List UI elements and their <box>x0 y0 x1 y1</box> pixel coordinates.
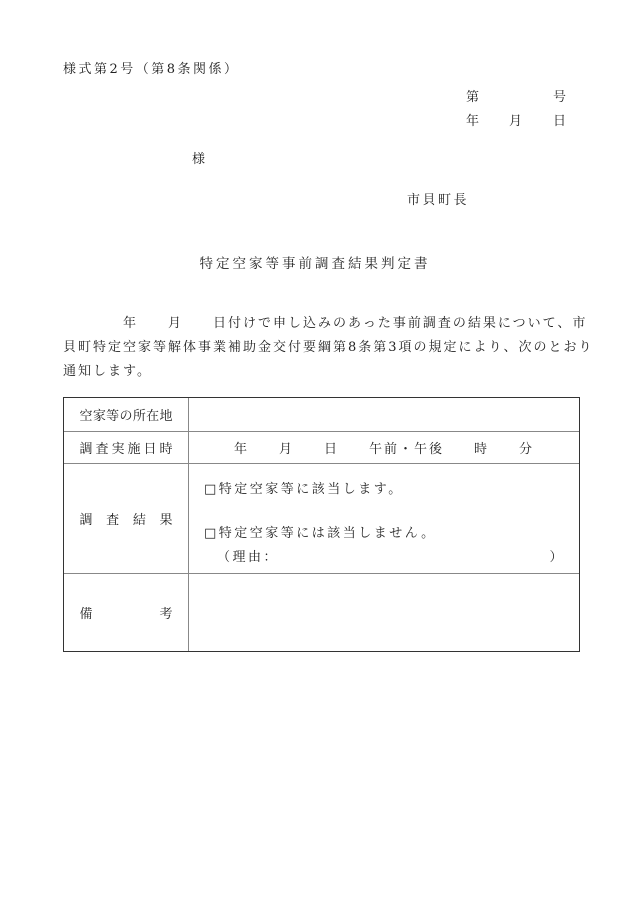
location-label: 空家等の所在地 <box>79 409 173 424</box>
remarks-label: 備考 <box>79 607 173 622</box>
table-row-remarks <box>64 573 579 651</box>
body-line: 年 月 日付けで申し込みのあった事前調査の結果について、市 <box>63 316 588 331</box>
table-row-datetime <box>64 431 579 463</box>
date-month-label: 月 <box>509 114 523 129</box>
result-label-cell <box>64 464 189 573</box>
table-row-location <box>64 398 579 431</box>
body-line: 貝町特定空家等解体事業補助金交付要綱第8条第3項の規定により、次のとおり <box>63 340 594 355</box>
location-value-cell <box>189 398 579 431</box>
reason-open-label: （理由： <box>217 550 280 565</box>
document-title: 特定空家等事前調査結果判定書 <box>199 256 431 272</box>
location-label-cell <box>64 398 189 431</box>
datetime-label: 調査実施日時 <box>79 442 173 457</box>
result-value-cell <box>189 464 579 573</box>
result-option-applicable-text: 特定空家等に該当します。 <box>218 482 404 497</box>
result-option-applicable <box>204 478 565 497</box>
remarks-label-cell <box>64 574 189 651</box>
doc-number-prefix: 第 <box>466 90 480 105</box>
reason-close-paren: ） <box>549 550 565 565</box>
result-option-not-applicable-text: 特定空家等には該当しません。 <box>218 526 437 541</box>
date-day-label: 日 <box>553 114 567 129</box>
checkbox-icon: □ <box>204 482 219 497</box>
doc-number-suffix: 号 <box>553 90 567 105</box>
date-year-label: 年 <box>466 114 480 129</box>
form-number: 様式第2号（第8条関係） <box>63 62 240 77</box>
checkbox-icon: □ <box>204 526 219 541</box>
addressee-honorific: 様 <box>192 152 206 167</box>
datetime-value-cell: 年 月 日 午前・午後 時 分 <box>233 442 534 457</box>
table-row-result <box>64 463 579 573</box>
body-paragraph <box>63 312 594 384</box>
result-reason-line <box>204 546 565 565</box>
result-option-not-applicable <box>204 522 565 541</box>
body-line: 通知します。 <box>63 364 152 379</box>
sender-title: 市貝町長 <box>407 193 470 208</box>
result-table <box>63 397 580 652</box>
datetime-label-cell <box>64 432 189 463</box>
remarks-value-cell <box>189 574 579 651</box>
result-label: 調査結果 <box>79 513 173 528</box>
